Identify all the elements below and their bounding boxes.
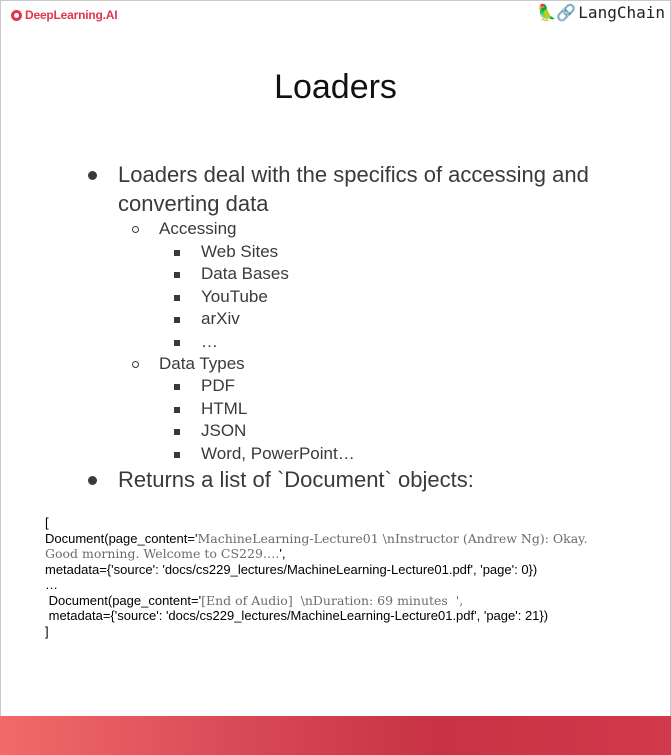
code-open-bracket: [ bbox=[45, 515, 49, 530]
code-doc1-metadata: metadata={'source': 'docs/cs229_lectures/MachineLearning-Lecture01.pdf', 'page': 0}) bbox=[45, 561, 538, 577]
bullet-square-icon bbox=[174, 429, 180, 435]
code-doc1-prefix: Document(page_content=' bbox=[45, 530, 198, 546]
bullet-text: Returns a list of `Document` objects: bbox=[118, 467, 474, 492]
bullet-square-icon bbox=[174, 317, 180, 323]
code-close-bracket: ] bbox=[45, 623, 49, 639]
code-doc1-suffix: ', bbox=[279, 546, 286, 561]
bullet-dot-icon bbox=[88, 171, 97, 180]
sub-sub-bullet-text: Data Bases bbox=[201, 264, 289, 283]
bullet-square-icon bbox=[174, 340, 180, 346]
code-example bbox=[45, 515, 588, 639]
sub-sub-bullet-text: arXiv bbox=[201, 309, 240, 328]
parrot-link-icon: 🦜🔗 bbox=[536, 3, 577, 22]
bullet-square-icon bbox=[174, 407, 180, 413]
bullet-ring-icon bbox=[132, 361, 139, 368]
sub-sub-bullet-text: YouTube bbox=[201, 287, 268, 306]
bullet-text: Loaders deal with the specifics of accessing and converting data bbox=[118, 162, 589, 216]
code-doc1-content-b: Good morning. Welcome to CS229…. bbox=[45, 546, 280, 561]
sub-sub-bullet-text: JSON bbox=[201, 421, 247, 440]
sub-sub-bullet-text: PDF bbox=[201, 376, 235, 395]
sub-sub-bullet-text: Web Sites bbox=[201, 242, 279, 261]
deeplearning-icon bbox=[11, 10, 22, 21]
sub-bullet-text: Accessing bbox=[159, 219, 237, 238]
footer-band bbox=[0, 716, 671, 755]
langchain-logo bbox=[536, 3, 665, 22]
code-doc1-content-a: MachineLearning-Lecture01 \nInstructor (Andrew Ng): Okay. bbox=[197, 530, 588, 546]
bullet-square-icon bbox=[174, 295, 180, 301]
sub-sub-bullet-text: HTML bbox=[201, 399, 248, 418]
bullet-dot-icon bbox=[88, 476, 97, 485]
code-doc2-metadata: metadata={'source': 'docs/cs229_lectures/MachineLearning-Lecture01.pdf', 'page': 21}) bbox=[45, 608, 549, 623]
bullet-square-icon bbox=[174, 250, 180, 256]
deeplearning-logo bbox=[11, 8, 117, 22]
slide-title: Loaders bbox=[274, 68, 397, 106]
bullet-square-icon bbox=[174, 272, 180, 278]
sub-sub-bullet-text: … bbox=[201, 332, 218, 351]
langchain-logo-text: LangChain bbox=[578, 3, 665, 22]
sub-sub-bullet-text: Word, PowerPoint… bbox=[201, 444, 355, 463]
bullet-square-icon bbox=[174, 384, 180, 390]
deeplearning-logo-text: DeepLearning.AI bbox=[25, 8, 118, 22]
sub-bullet-text: Data Types bbox=[159, 354, 245, 373]
code-doc2-prefix: Document(page_content=' bbox=[45, 592, 202, 608]
code-doc2-content: [End of Audio] \nDuration: 69 minutes ', bbox=[201, 592, 464, 608]
bullet-ring-icon bbox=[132, 226, 139, 233]
bullet-square-icon bbox=[174, 452, 180, 458]
code-ellipsis: … bbox=[45, 577, 58, 592]
